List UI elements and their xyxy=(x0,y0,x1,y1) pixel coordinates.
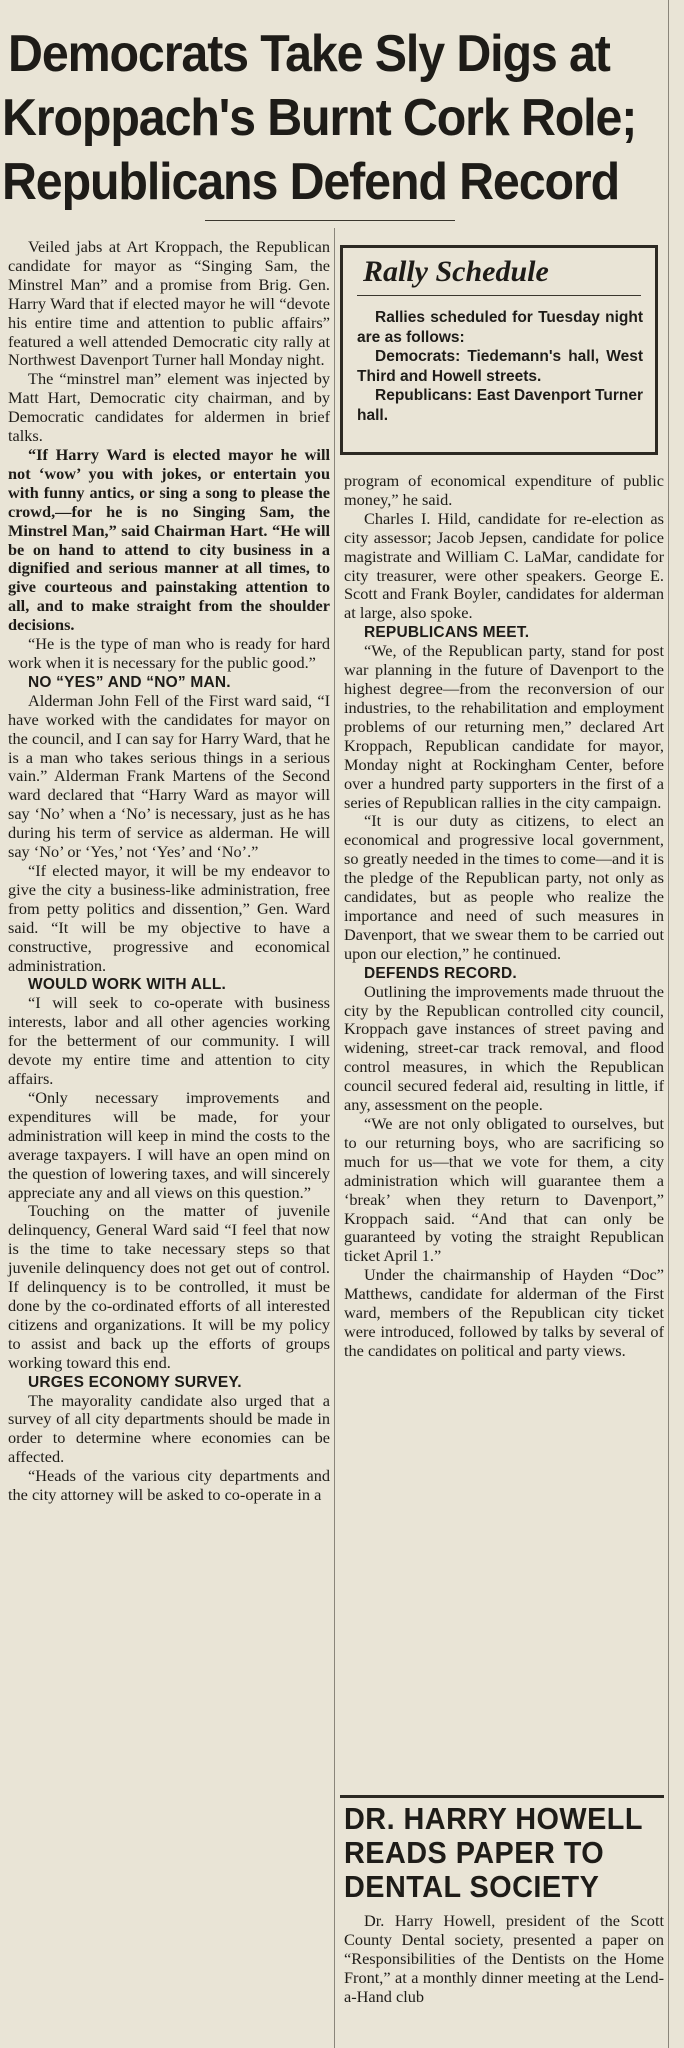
story-divider xyxy=(340,1795,664,1798)
article-paragraph: “It is our duty as citizens, to elect an economical and progressive local government, so greatly needed in the times to come—and it is the pledge of the Republican party, not only as candidates, but as people who realize the importance and need of such measures in Davenport, that we swear them to be carried out upon our election,” he continued. xyxy=(344,811,664,963)
column-rule-right xyxy=(668,0,669,2048)
subhead: WOULD WORK WITH ALL. xyxy=(28,976,226,994)
rally-schedule-paragraph: Democrats: Tiedemann's hall, West Third and Howell streets. xyxy=(357,348,643,385)
headline-divider xyxy=(205,220,455,221)
article-paragraph: Outlining the improvements made thruout the city by the Republican controlled city council, Kroppach gave instances of street paving and widening, street-car track removal, and flood control measures, in which the Republican council secured federal aid, resulting in little, if any, assessment on the people. xyxy=(344,981,664,1115)
article-paragraph: “Only necessary improvements and expenditures will be made, for your administration will keep in mind the costs to the average taxpayers. I will have an open mind on the question of lowering taxes, and will sincerely appreciate any and all views on this question.” xyxy=(8,1087,330,1202)
article-paragraph: “We are not only obligated to ourselves, but to our returning boys, who are sacrificing so much for us—that we vote for them, a city administration which will guarantee them a ‘break’ when they return to Davenport,” Kroppach said. “And that can only be guaranteed by voting the straight Republican ticket April 1.” xyxy=(344,1114,664,1266)
bold-paragraph: “If Harry Ward is elected mayor he will not ‘wow’ you with jokes, or entertain you with funny antics, or sing a song to please the crowd,—for he is no Singing Sam, the Minstrel Man,” said Chairman Hart. “He will be on hand to attend to city business in a dignified and serious manner at all times, to give courteous and painstaking attention to all, and to make straight from the shoulder decisions. xyxy=(8,444,330,635)
subhead: REPUBLICANS MEET. xyxy=(364,624,530,642)
rally-schedule-title: Rally Schedule xyxy=(363,255,549,288)
article-column-1 xyxy=(8,238,330,1505)
article-column-2 xyxy=(344,472,664,1361)
dental-society-headline xyxy=(344,1802,642,1904)
article-paragraph: Under the chairmanship of Hayden “Doc” Matthews, candidate for alderman of the First ward, members of the Republican city ticket were introduced, followed by talks by several of the candidates on political and party views. xyxy=(344,1265,664,1360)
article-paragraph: “I will seek to co-operate with business interests, labor and all other agencies working for the betterment of our community. I will devote my entire time and attention to city affairs. xyxy=(8,993,330,1089)
headline-line: READS PAPER TO xyxy=(344,1835,605,1870)
rally-schedule-body xyxy=(357,308,643,425)
subhead: DEFENDS RECORD. xyxy=(364,964,517,982)
article-paragraph: “We, of the Republican party, stand for post war planning in the future of Davenport to the highest degree—from the reconversion of our industries, to the rehabilitation and employment problems of our returning men,” declared Art Kroppach, Republican candidate for mayor, Monday night at Rockingham Center, before over a hundred party supporters in the first of a series of Republican rallies in the city campaign. xyxy=(344,641,664,812)
rally-schedule-paragraph: Rallies scheduled for Tuesday night are as follows: xyxy=(357,309,643,346)
headline-line: Democrats Take Sly Digs at xyxy=(8,25,610,83)
rally-schedule-box xyxy=(340,245,658,455)
headline-line: DENTAL SOCIETY xyxy=(344,1869,600,1904)
article-paragraph: Veiled jabs at Art Kroppach, the Republican candidate for mayor as “Singing Sam, the Minstrel Man” and a promise from Brig. Gen. Harry Ward that if elected mayor he will “devote his entire time and attention to public affairs” featured a well attended Democratic city rally at Northwest Davenport Turner hall Monday night. xyxy=(8,237,330,370)
article-paragraph: “If elected mayor, it will be my endeavor to give the city a business-like administration, free from petty politics and dissention,” Gen. Ward said. “It will be my objective to have a constructive, progressive and economical administration. xyxy=(8,861,330,975)
dental-society-story xyxy=(344,1912,664,2007)
story-paragraph: Dr. Harry Howell, president of the Scott County Dental society, presented a paper on “Responsibilities of the Dentists on the Home Front,” at a monthly dinner meeting at the Lend-a-Hand club xyxy=(344,1911,664,2006)
column-rule xyxy=(334,228,335,2048)
rally-schedule-paragraph: Republicans: East Davenport Turner hall. xyxy=(357,387,643,424)
article-paragraph: Alderman John Fell of the First ward said, “I have worked with the candidates for mayor on the council, and I can say for Harry Ward, that he is a man who takes serious things in a serious vain.” Alderman Frank Martens of the Second ward declared that “Harry Ward as mayor will say ‘No’ when a ‘No’ is necessary, just as he has during his term of service as alderman. He will say ‘No’ or ‘Yes,’ not ‘Yes’ and ‘No’.” xyxy=(8,690,330,862)
article-paragraph: program of economical expenditure of public money,” he said. xyxy=(344,471,664,509)
article-paragraph: “He is the type of man who is ready for hard work when it is necessary for the public good.” xyxy=(8,634,330,672)
article-paragraph: “Heads of the various city departments and the city attorney will be asked to co-operate in a xyxy=(8,1466,330,1505)
subhead: NO “YES” AND “NO” MAN. xyxy=(28,673,231,691)
article-paragraph: The “minstrel man” element was injected by Matt Hart, Democratic city chairman, and by Democratic candidates for aldermen in brief talks. xyxy=(8,369,330,446)
article-paragraph: Touching on the matter of juvenile delinquency, General Ward said “I feel that now is the time to take necessary steps so that juvenile delinquency does not get out of control. If delinquency is to be controlled, it must be done by the co-ordinated efforts of all interested citizens and organizations. It will be my policy to assist and back up the efforts of groups working toward this end. xyxy=(8,1201,330,1372)
subhead: URGES ECONOMY SURVEY. xyxy=(28,1373,242,1391)
headline-line: Republicans Defend Record xyxy=(2,153,620,211)
rally-schedule-rule xyxy=(357,295,641,296)
article-paragraph: The mayorality candidate also urged that a survey of all city departments should be made in order to determine where economies can be affected. xyxy=(8,1390,330,1467)
main-headline xyxy=(2,22,637,214)
article-paragraph: Charles I. Hild, candidate for re-election as city assessor; Jacob Jepsen, candidate for police magistrate and William C. LaMar, candidate for city treasurer, were other speakers. George E. Scott and Frank Boyler, candidates for alderman at large, also spoke. xyxy=(344,508,664,623)
headline-line: Kroppach's Burnt Cork Role; xyxy=(2,89,637,147)
headline-line: DR. HARRY HOWELL xyxy=(344,1801,643,1836)
